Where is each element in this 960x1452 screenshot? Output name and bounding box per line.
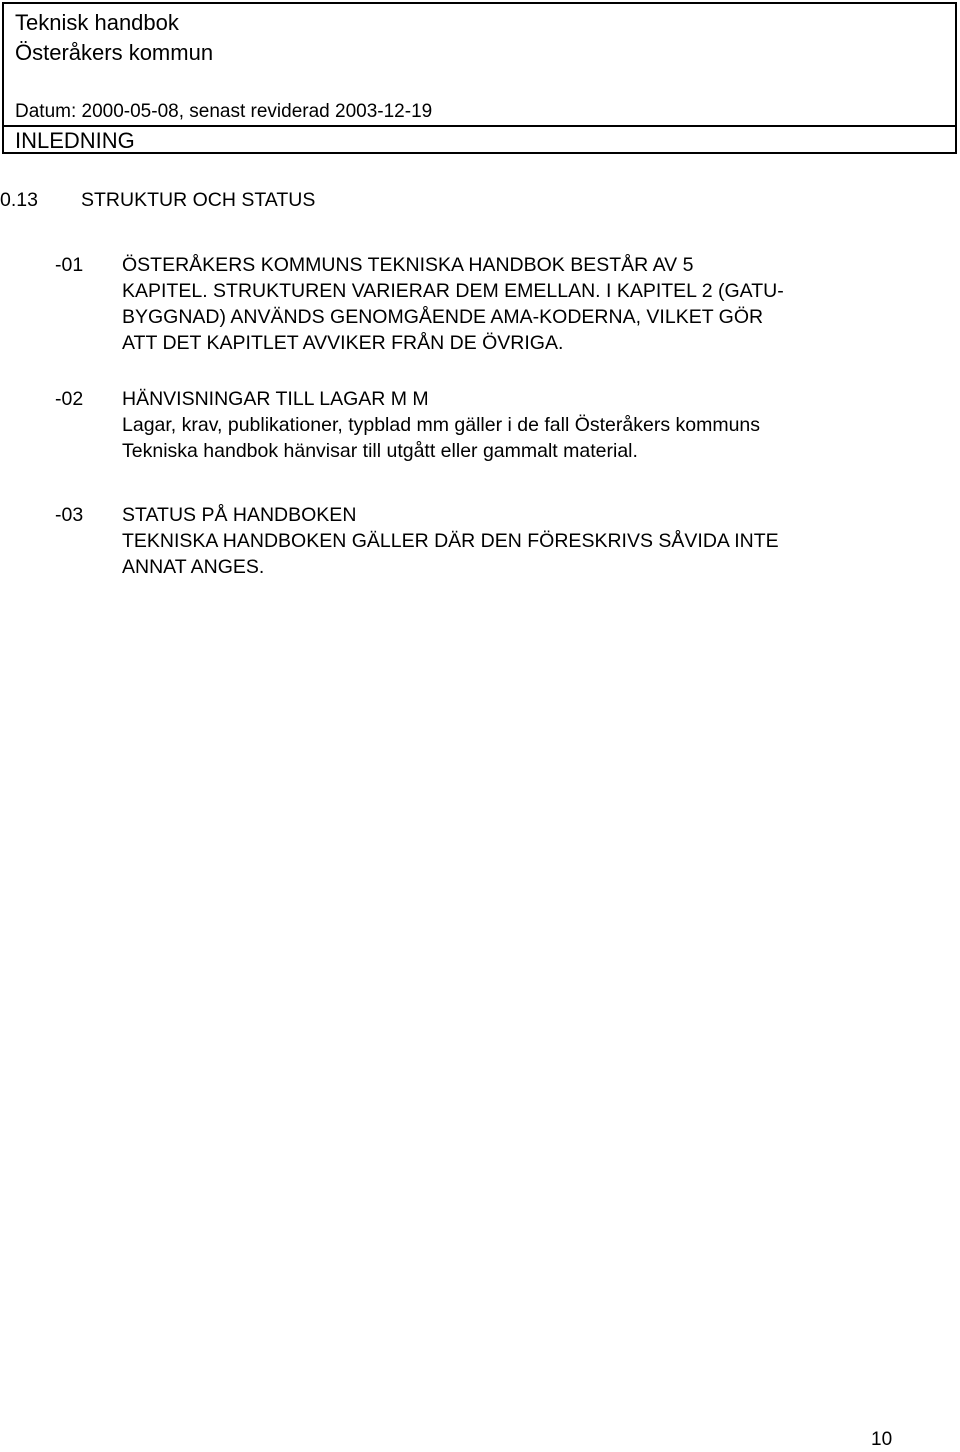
header-section-title: INLEDNING: [15, 128, 135, 153]
header-organization: Österåkers kommun: [15, 40, 214, 65]
header-title: Teknisk handbok: [15, 10, 179, 35]
item-number-03: -03: [55, 504, 84, 526]
chapter-title: STRUKTUR OCH STATUS: [81, 189, 316, 211]
item-02-heading: HÄNVISNINGAR TILL LAGAR M M: [122, 388, 429, 410]
item-body-03: [122, 502, 779, 580]
page-number: 10: [871, 1429, 893, 1450]
item-01-line: ATT DET KAPITLET AVVIKER FRÅN DE ÖVRIGA.: [122, 332, 564, 354]
item-02-line: Tekniska handbok hänvisar till utgått eller gammalt material.: [122, 440, 638, 462]
item-03-line: TEKNISKA HANDBOKEN GÄLLER DÄR DEN FÖRESKRIVS SÅVIDA INTE: [122, 530, 779, 552]
item-02-line: Lagar, krav, publikationer, typblad mm gäller i de fall Österåkers kommuns: [122, 414, 761, 436]
item-01-line: BYGGNAD) ANVÄNDS GENOMGÅENDE AMA-KODERNA, VILKET GÖR: [122, 306, 764, 328]
item-01-line: ÖSTERÅKERS KOMMUNS TEKNISKA HANDBOK BESTÅR AV 5: [122, 254, 694, 276]
chapter-number: 0.13: [0, 189, 38, 211]
item-body-01: [122, 252, 784, 356]
item-03-heading: STATUS PÅ HANDBOKEN: [122, 504, 357, 526]
item-01-line: KAPITEL. STRUKTUREN VARIERAR DEM EMELLAN. I KAPITEL 2 (GATU-: [122, 280, 784, 302]
item-number-01: -01: [55, 254, 84, 276]
item-03-line: ANNAT ANGES.: [122, 556, 265, 578]
item-number-02: -02: [55, 388, 84, 410]
header-divider: [4, 125, 955, 127]
item-body-02: [122, 386, 760, 464]
header-date: Datum: 2000-05-08, senast reviderad 2003-12-19: [15, 101, 433, 122]
document-header: [2, 2, 957, 154]
